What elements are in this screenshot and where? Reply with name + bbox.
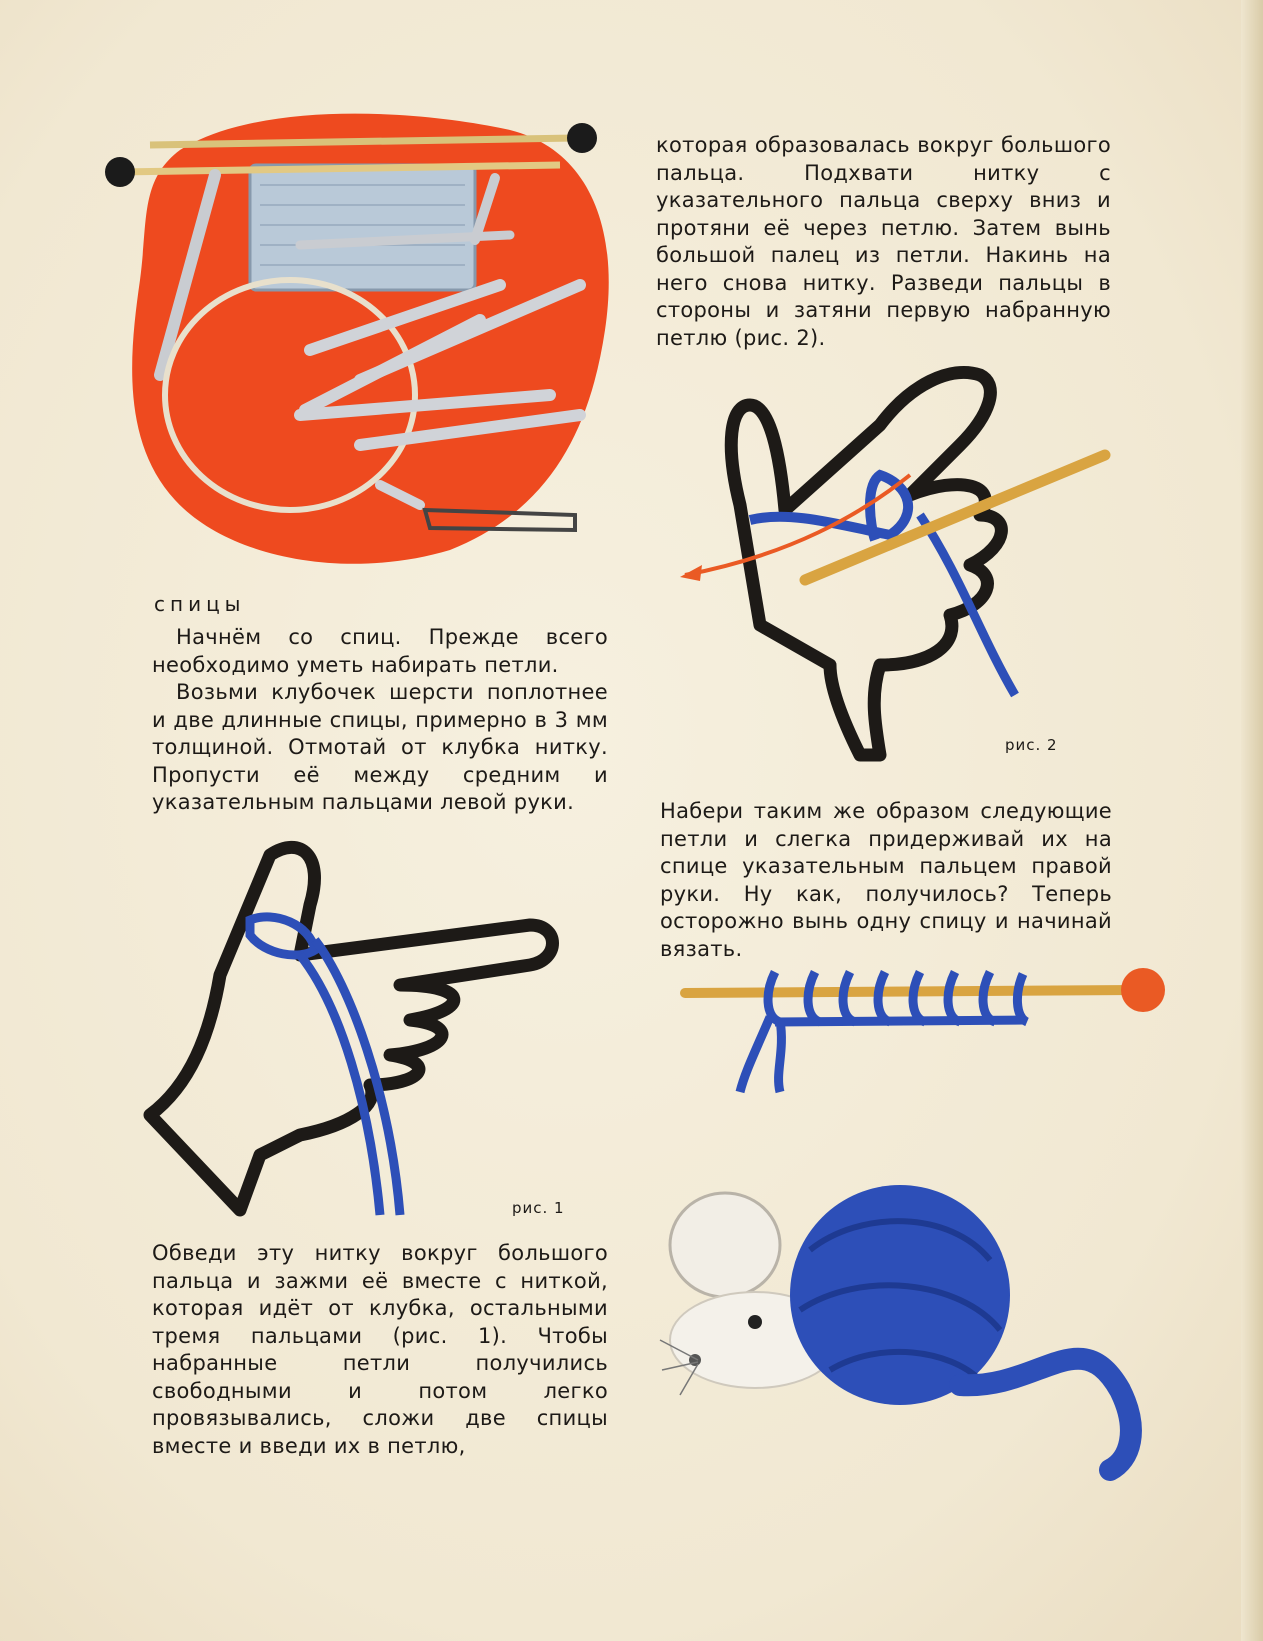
section-title: спицы [154, 592, 246, 616]
mouse-eye [748, 1315, 762, 1329]
left-column-intro [152, 624, 608, 817]
middle-paragraph: Набери таким же образом следующие петли и слегка придерживай их на спице указательным пальцем правой руки. Ну как, получилось? Теперь осторожно вынь одну спицу и начинай вязать. [660, 799, 1112, 961]
figure-1-hand [150, 835, 570, 1215]
figure-2-hand [680, 365, 1080, 755]
figure-2-caption: рис. 2 [1005, 736, 1058, 754]
bottom-paragraph: Обведи эту нитку вокруг большого пальца и зажми её вместе с ниткой, которая идёт от клубка, остальными тремя пальцами (рис. 1). Чтобы набранные петли получились свободными и потом легко провязывались, сложи две спицы вместе и введи их в петлю, [152, 1241, 608, 1458]
right-column-top [656, 132, 1111, 352]
mouse-ear [670, 1193, 780, 1297]
figure-1-caption: рис. 1 [512, 1199, 565, 1217]
mouse-yarn-illustration [660, 1170, 1160, 1470]
hand-outline [150, 847, 553, 1210]
intro-paragraph-1: Начнём со спиц. Прежде всего необходимо уметь набирать петли. [152, 625, 608, 677]
needle-with-stitches [685, 962, 1185, 1102]
left-column-bottom [152, 1240, 608, 1460]
yarn-tail [960, 1359, 1131, 1470]
needle-knob-right [567, 123, 597, 153]
arrow-head [680, 565, 702, 581]
top-paragraph: которая образовалась вокруг большого пальца. Подхвати нитку с указательного пальца сверху вниз и протяни её через петлю. Затем вынь большой палец из петли. Накинь на него снова нитку. Разведи пальцы в стороны и затяни первую набранную петлю (рис. 2). [656, 133, 1111, 350]
right-column-middle [660, 798, 1112, 963]
yarn-loop [750, 475, 908, 540]
needles-illustration [120, 110, 640, 580]
needle-knob-left [105, 157, 135, 187]
hand-outline [731, 372, 1001, 755]
intro-paragraph-2: Возьми клубочек шерсти поплотнее и две длинные спицы, примерно в 3 мм толщиной. Отмотай от клубка нитку. Пропусти её между средним и указательным пальцами левой руки. [152, 680, 608, 814]
pin-head [1121, 968, 1165, 1012]
page-edge [1241, 0, 1263, 1641]
knitted-swatch [250, 165, 475, 290]
